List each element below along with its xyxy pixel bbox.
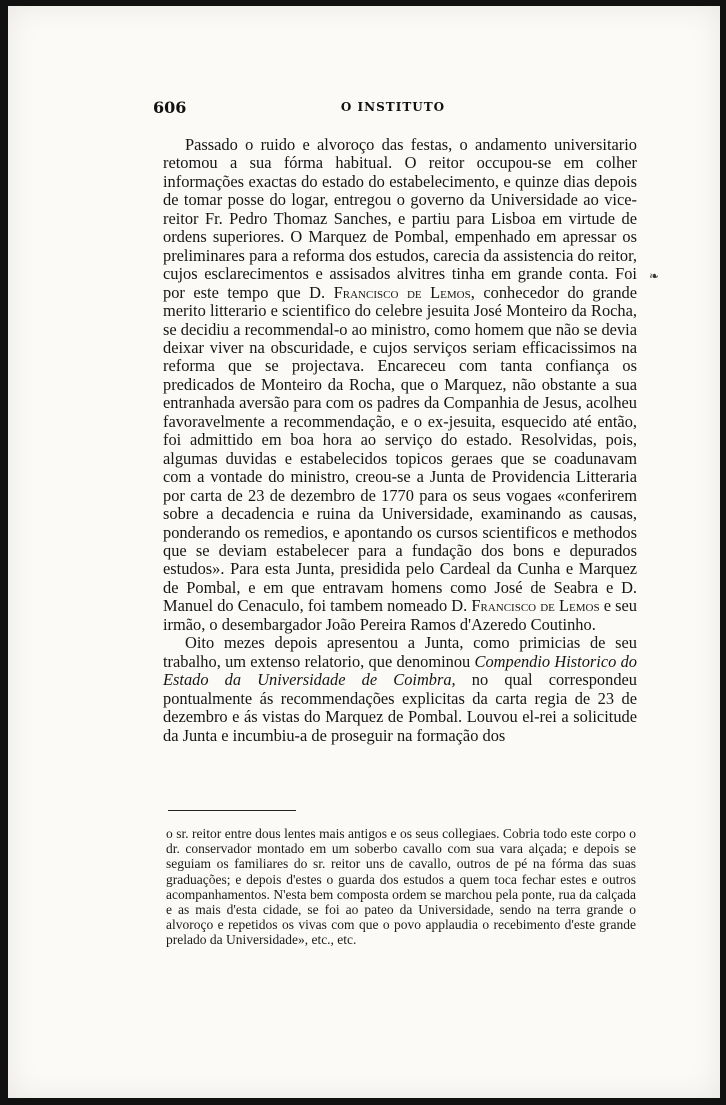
- person-name: Francisco de Lemos: [333, 282, 471, 302]
- footnote-divider: [168, 810, 296, 811]
- paragraph: [163, 136, 637, 634]
- margin-mark: ❧: [649, 269, 660, 283]
- text-run: e seu irmão, o desembargador João Pereira Ramos d'Azeredo Coutinho.: [163, 596, 637, 634]
- book-title: Compendio Historico do Estado da Universidade de Coimbra,: [163, 651, 637, 690]
- person-name: Francisco de Lemos: [471, 596, 600, 616]
- text-run: no qual correspondeu pontualmente ás recommendações explicitas da carta regia de 23 de dezembro e ás vistas do Marquez de Pombal. Louvou el-rei a solicitude da Junta e incumbiu-a de proseguir na formação dos: [163, 670, 637, 745]
- page-number: 606: [153, 98, 187, 117]
- page-header: [153, 98, 633, 120]
- running-title: O INSTITUTO: [340, 100, 446, 114]
- footnote-text: o sr. reitor entre dous lentes mais antigos e os seus collegiaes. Cobria todo este corpo o dr. conservador montado em um soberbo cavallo com sua vara alçada; e depois se seguiam os familiares do sr. reitor uns de cavallo, outros de pé na fórma das suas graduações; e depois d'estes o guarda dos estudos a quem toca fechar estes e outros acompanhamentos. N'esta bem composta ordem se marchou pela ponte, rua da calçada e as mais d'esta cidade, se foi ao pateo da Universidade, sendo na terra grande o alvoroço e repetidos os vivas com que o povo applaudia o recebimento d'este grande prelado da Universidade», etc., etc.: [166, 826, 636, 948]
- text-run: , conhecedor do grande merito litterario e scientifico do celebre jesuita José Monteiro da Rocha, se decidiu a recommendal-o ao ministro, como homem que não se devia deixar viver na obscuridade, e cujos serviços seriam efficacissimos na reforma que se projectava. Encareceu com tanta confiança os predicados de Monteiro da Rocha, que o Marquez, não obstante a sua entranhada aversão para com os padres da Companhia de Jesus, acolheu favoravelmente a recommendação, e o ex-jesuita, esquecido até então, foi admittido em boa hora ao serviço do estado. Resolvidas, pois, algumas duvidas e estabelecidos topicos geraes que se coadunavam com a vontade do ministro, creou-se a Junta de Providencia Litteraria por carta de 23 de dezembro de 1770 para os seus vogaes «conferirem sobre a decadencia e ruina da Universidade, examinando as causas, ponderando os remedios, e apontando os cursos scientificos e methodos que se deviam estabelecer para a fundação dos bons e depurados estudos». Para esta Junta, presidida pelo Cardeal da Cunha e Marquez de Pombal, e em que entravam homens como José de Seabra e D. Manuel do Cenaculo, foi tambem nomeado D.: [163, 282, 637, 616]
- text-run: Oito mezes depois apresentou a Junta, como primicias de seu trabalho, um extenso relatorio, que denominou: [163, 633, 637, 671]
- body-text: [163, 136, 637, 745]
- book-page: [8, 6, 720, 1098]
- paragraph: [163, 634, 637, 745]
- footnote: [166, 826, 636, 948]
- text-run: Passado o ruido e alvoroço das festas, o andamento universitario retomou a sua fórma habitual. O reitor occupou-se em colher informações exactas do estado do estabelecimento, e quinze dias depois de tomar posse do logar, entregou o governo da Universidade ao vice-reitor Fr. Pedro Thomaz Sanches, e partiu para Lisboa em virtude de ordens superiores. O Marquez de Pombal, empenhado em apressar os preliminares para a reforma dos estudos, carecia da assistencia do reitor, cujos esclarecimentos e assisados alvitres tinha em grande conta. Foi por este tempo que D.: [163, 135, 637, 302]
